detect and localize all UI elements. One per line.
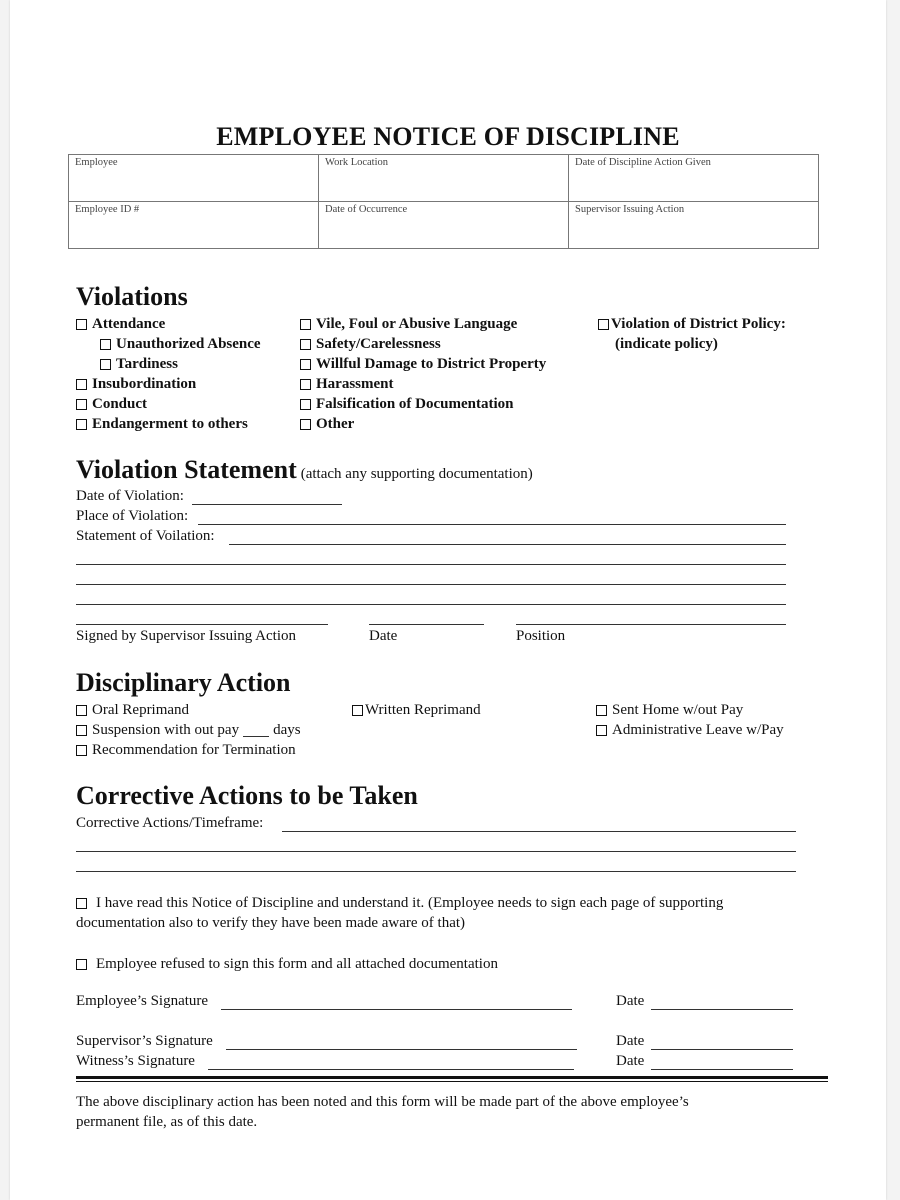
witness-signature-label: Witness’s Signature <box>76 1053 195 1069</box>
insubordination-checkbox[interactable] <box>76 379 87 390</box>
date-column-label: Date <box>369 628 398 644</box>
corrective-line[interactable] <box>76 851 796 852</box>
violation-label: Attendance <box>92 315 166 332</box>
falsification-checkbox[interactable] <box>300 399 311 410</box>
willful-damage-checkbox[interactable] <box>300 359 311 370</box>
violations-col-3 <box>598 314 786 354</box>
violation-label: Falsification of Documentation <box>316 395 514 412</box>
refused-text: Employee refused to sign this form and all attached documentation <box>96 955 498 972</box>
violation-label: Willful Damage to District Property <box>316 355 547 372</box>
date-action-given-field[interactable]: Date of Discipline Action Given <box>569 155 819 202</box>
supervisor-signature-label: Supervisor’s Signature <box>76 1033 213 1049</box>
supervisor-issuing-field[interactable]: Supervisor Issuing Action <box>569 202 819 249</box>
footer-divider-thin <box>76 1081 828 1082</box>
disciplinary-col-2 <box>352 700 481 720</box>
suspension-days-line[interactable] <box>243 724 269 737</box>
tardiness-checkbox[interactable] <box>100 359 111 370</box>
statement-line[interactable] <box>76 604 786 605</box>
footer-divider-thick <box>76 1076 828 1079</box>
acknowledgement-block <box>76 893 723 933</box>
refusal-block <box>76 954 498 974</box>
supervisor-date-label: Date <box>616 1033 645 1049</box>
witness-date-label: Date <box>616 1053 645 1069</box>
statement-line[interactable] <box>76 564 786 565</box>
signature-date-line[interactable] <box>369 624 484 625</box>
witness-signature-line[interactable] <box>208 1069 574 1070</box>
supervisor-signature-line[interactable] <box>76 624 328 625</box>
footer-text: The above disciplinary action has been noted and this form will be made part of the above employee’s <box>76 1094 689 1110</box>
violation-label: Other <box>316 415 355 432</box>
section-heading: Violation Statement <box>76 455 297 484</box>
place-of-violation-label: Place of Violation: <box>76 508 189 524</box>
unauthorized-absence-checkbox[interactable] <box>100 339 111 350</box>
action-label: Administrative Leave w/Pay <box>612 721 784 738</box>
supervisor-date-line[interactable] <box>651 1049 793 1050</box>
harassment-checkbox[interactable] <box>300 379 311 390</box>
statement-line[interactable] <box>76 584 786 585</box>
termination-checkbox[interactable] <box>76 745 87 756</box>
violation-label: (indicate policy) <box>615 335 718 352</box>
employee-field[interactable]: Employee <box>69 155 319 202</box>
violations-heading: Violations <box>76 282 188 311</box>
corrective-line[interactable] <box>76 871 796 872</box>
employee-signature-line[interactable] <box>221 1009 572 1010</box>
violation-label: Safety/Carelessness <box>316 335 441 352</box>
heading-note: (attach any supporting documentation) <box>300 466 533 482</box>
document-page <box>10 0 886 1200</box>
violation-label: Insubordination <box>92 375 197 392</box>
violations-col-2 <box>300 314 546 434</box>
oral-reprimand-checkbox[interactable] <box>76 705 87 716</box>
violation-label: Conduct <box>92 395 148 412</box>
page-title: EMPLOYEE NOTICE OF DISCIPLINE <box>216 122 680 151</box>
sent-home-checkbox[interactable] <box>596 705 607 716</box>
position-column-label: Position <box>516 628 566 644</box>
place-of-violation-line[interactable] <box>198 524 786 525</box>
corrective-actions-label: Corrective Actions/Timeframe: <box>76 815 264 831</box>
employee-signature-label: Employee’s Signature <box>76 993 209 1009</box>
action-label: Suspension with out pay <box>92 721 240 738</box>
violation-statement-heading <box>76 455 533 485</box>
other-checkbox[interactable] <box>300 419 311 430</box>
disciplinary-action-heading: Disciplinary Action <box>76 668 291 697</box>
refused-checkbox[interactable] <box>76 959 87 970</box>
witness-date-line[interactable] <box>651 1069 793 1070</box>
corrective-line[interactable] <box>282 831 796 832</box>
violation-label: Tardiness <box>116 355 178 372</box>
violation-label: Endangerment to others <box>92 415 248 432</box>
work-location-field[interactable]: Work Location <box>319 155 569 202</box>
action-label: Written Reprimand <box>365 701 481 718</box>
acknowledge-text: I have read this Notice of Discipline and understand it. (Employee needs to sign each page of supporting <box>96 894 724 911</box>
action-label: Recommendation for Termination <box>92 741 296 758</box>
statement-of-violation-label: Statement of Voilation: <box>76 528 215 544</box>
action-label: days <box>273 721 301 738</box>
position-line[interactable] <box>516 624 786 625</box>
district-policy-checkbox[interactable] <box>598 319 609 330</box>
endangerment-checkbox[interactable] <box>76 419 87 430</box>
statement-line[interactable] <box>229 544 786 545</box>
violation-label: Unauthorized Absence <box>116 335 261 352</box>
safety-checkbox[interactable] <box>300 339 311 350</box>
employee-date-line[interactable] <box>651 1009 793 1010</box>
violations-col-1 <box>76 314 261 434</box>
written-reprimand-checkbox[interactable] <box>352 705 363 716</box>
date-of-violation-label: Date of Violation: <box>76 488 184 504</box>
action-label: Oral Reprimand <box>92 701 190 718</box>
date-of-occurrence-field[interactable]: Date of Occurrence <box>319 202 569 249</box>
signed-by-label: Signed by Supervisor Issuing Action <box>76 628 296 644</box>
footer-text-cont: permanent file, as of this date. <box>76 1114 258 1130</box>
violation-label: Harassment <box>316 375 394 392</box>
employee-date-label: Date <box>616 993 645 1009</box>
action-label: Sent Home w/out Pay <box>612 701 744 718</box>
suspension-checkbox[interactable] <box>76 725 87 736</box>
admin-leave-checkbox[interactable] <box>596 725 607 736</box>
conduct-checkbox[interactable] <box>76 399 87 410</box>
disciplinary-col-3 <box>596 700 784 740</box>
abusive-language-checkbox[interactable] <box>300 319 311 330</box>
violation-label: Vile, Foul or Abusive Language <box>316 315 518 332</box>
acknowledge-checkbox[interactable] <box>76 898 87 909</box>
date-of-violation-line[interactable] <box>192 504 342 505</box>
employee-id-field[interactable]: Employee ID # <box>69 202 319 249</box>
corrective-actions-heading: Corrective Actions to be Taken <box>76 781 418 810</box>
disciplinary-col-1 <box>76 700 301 760</box>
acknowledge-text-cont: documentation also to verify they have been made aware of that) <box>76 914 466 931</box>
attendance-checkbox[interactable] <box>76 319 87 330</box>
supervisor-signature-line[interactable] <box>226 1049 577 1050</box>
employee-info-table <box>68 154 819 249</box>
violation-label: Violation of District Policy: <box>611 315 786 332</box>
